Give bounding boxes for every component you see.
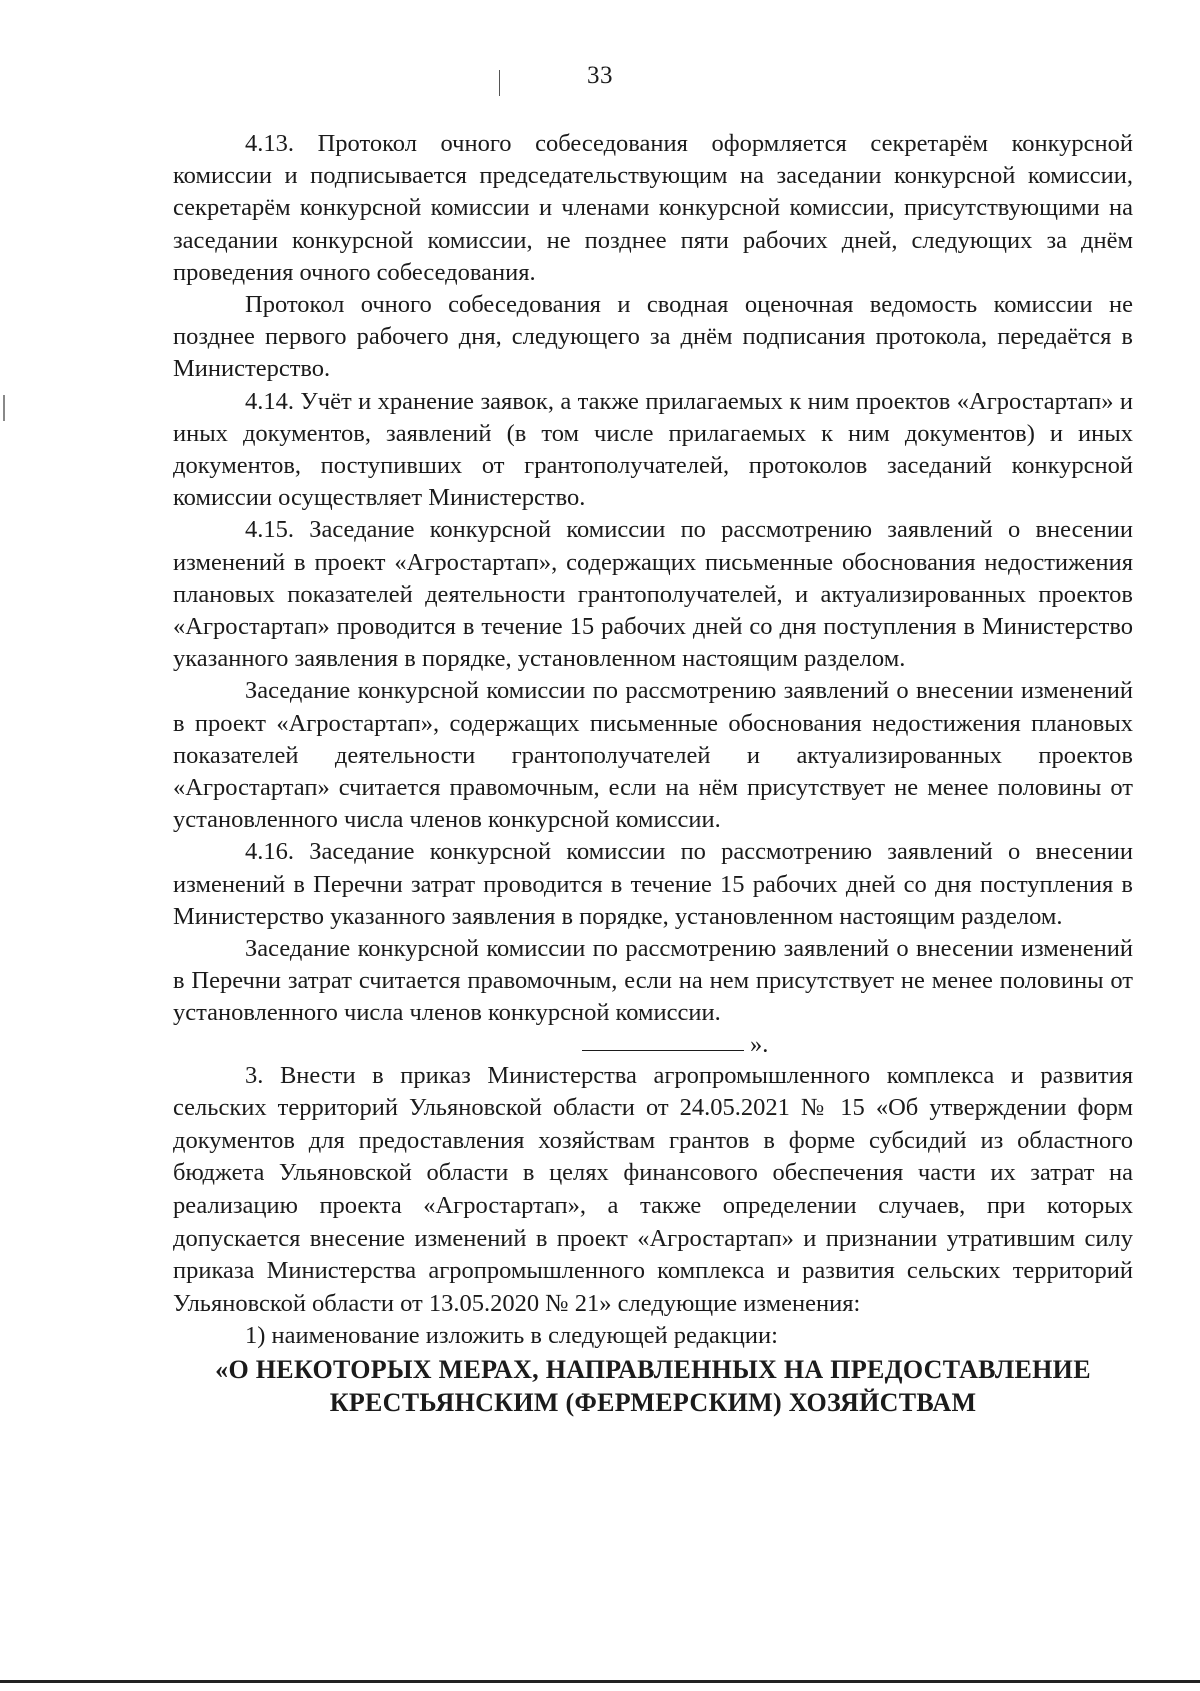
title-heading-line-2: КРЕСТЬЯНСКИМ (ФЕРМЕРСКИМ) ХОЗЯЙСТВАМ [329,1388,977,1418]
paragraph-4-14: 4.14. Учёт и хранение заявок, а также прилагаемых к ним проектов «Агростартап» и иных документов, заявлений (в том числе прилагаемых к ним документов) и иных документов, поступивших от грантополучателей, протоколов заседаний конкурсной комиссии осуществляет Министерство. [173,387,1133,512]
scan-mark-left-edge [3,395,5,421]
closing-quote-line [173,1030,1133,1060]
paragraph-4-15: 4.15. Заседание конкурсной комиссии по рассмотрению заявлений о внесении изменений в проект «Агростартап», содержащих письменные обоснования недостижения плановых показателей деятельности грантополучателей, и актуализированных проектов «Агростартап» проводится в течение 15 рабочих дней со дня поступления в Министерство указанного заявления в порядке, установленном настоящим разделом. [173,516,1133,673]
paragraph-4-16: 4.16. Заседание конкурсной комиссии по рассмотрению заявлений о внесении изменений в Перечни затрат проводится в течение 15 рабочих дней со дня поступления в Министерство указанного заявления в порядке, установленном настоящим разделом. [173,838,1133,930]
paragraph-item-1: 1) наименование изложить в следующей редакции: [245,1322,778,1350]
paragraph-section-3: 3. Внести в приказ Министерства агропромышленного комплекса и развития сельских территорий Ульяновской области от 24.05.2021 № 15 «Об утверждении форм документов для предоставления хозяйствам грантов в форме субсидий из областного бюджета Ульяновской области в целях финансового обеспечения части их затрат на реализацию проекта «Агростартап», а также определении случаев, при которых допускается внесение изменений в проект «Агростартап» и признании утратившим силу приказа Министерства агропромышленного комплекса и развития сельских территорий Ульяновской области от 13.05.2020 № 21» следующие изменения: [173,1061,1133,1317]
paragraph-protocol-transfer: Протокол очного собеседования и сводная оценочная ведомость комиссии не позднее первого рабочего дня, следующего за днём подписания протокола, передаётся в Министерство. [173,291,1133,383]
document-body [173,128,1133,1419]
closing-quote-mark: ». [750,1030,769,1058]
title-heading-line-1: «О НЕКОТОРЫХ МЕРАХ, НАПРАВЛЕННЫХ НА ПРЕДОСТАВЛЕНИЕ [215,1355,1091,1385]
bottom-scan-border [0,1680,1200,1683]
paragraph-4-13: 4.13. Протокол очного собеседования оформляется секретарём конкурсной комиссии и подписывается председательствующим на заседании конкурсной комиссии, секретарём конкурсной комиссии и членами конкурсной комиссии, присутствующими на заседании конкурсной комиссии, не позднее пяти рабочих дней, следующих за днём проведения очного собеседования. [173,130,1133,286]
paragraph-quorum-agrostartup: Заседание конкурсной комиссии по рассмотрению заявлений о внесении изменений в проект «Агростартап», содержащих письменные обоснования недостижения плановых показателей деятельности грантополучателей и актуализированных проектов «Агростартап» считается правомочным, если на нём присутствует не менее половины от установленного числа членов конкурсной комиссии. [173,677,1133,834]
closing-rule [582,1050,744,1051]
page-number: 33 [587,62,613,89]
paragraph-quorum-cost-lists: Заседание конкурсной комиссии по рассмотрению заявлений о внесении изменений в Перечни затрат считается правомочным, если на нем присутствует не менее половины от установленного числа членов конкурсной комиссии. [173,935,1133,1027]
